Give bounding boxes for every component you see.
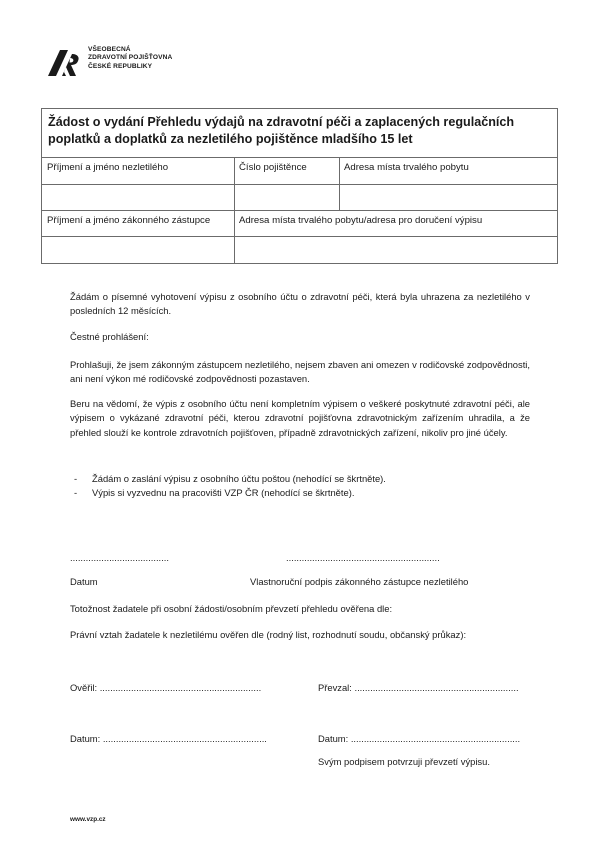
guardian-signature-line[interactable]: ........................................................... [286,552,440,563]
table-divider [234,157,235,210]
label-child-name: Příjmení a jméno nezletilého [47,162,169,173]
option-post[interactable] [74,473,386,485]
footer-website: www.vzp.cz [70,816,106,823]
field-guardian-name[interactable] [43,237,233,263]
oath-paragraph: Prohlašuji, že jsem zákonným zástupcem nezletilého, nejsem zbaven ani omezen v rodičovské zodpovědnosti, ani není výkon mé rodičovské zodpovědnosti pozastaven. [70,359,530,385]
label-guardian-address: Adresa místa trvalého pobytu/adresa pro doručení výpisu [239,215,483,226]
field-child-name[interactable] [43,185,233,209]
received-by-line[interactable]: Převzal: ............................................................... [318,682,519,693]
table-divider [42,210,557,211]
option-pickup[interactable] [74,487,354,499]
logo-line-3: ČESKÉ REPUBLIKY [88,62,153,70]
signature-label: Vlastnoruční podpis zákonného zástupce nezletilého [250,576,469,587]
logo-line-2: ZDRAVOTNÍ POJIŠŤOVNA [88,54,173,62]
date-signature-line[interactable]: ...................................... [70,552,169,563]
verified-date-line[interactable]: Datum: ............................................................... [70,733,267,744]
field-guardian-address[interactable] [236,237,556,263]
vzp-emblem-icon [44,46,82,80]
form-title: Žádost o vydání Přehledu výdajů na zdravotní péči a zaplacených regulačních poplatků a doplatků za nezletilého pojištěnce mladšího 15 let [48,115,515,146]
oath-heading: Čestné prohlášení: [70,331,149,342]
logo-line-1: VŠEOBECNÁ [88,46,131,53]
notice-paragraph: Beru na vědomí, že výpis z osobního účtu není kompletním výpisem o veškeré poskytnuté zdravotní péči, ale výpisem o vykázané zdravotní péči, kterou zdravotní pojišťovna zdravotnickým zařízením uhradila, a že přehled slouží ke kontrole zdravotních pojišťoven, případně zdravotnických zařízení, nikoliv pro jiné účely. [70,398,530,438]
relation-verification: Právní vztah žadatele k nezletilému ověřen dle (rodný list, rozhodnutí soudu, občanský průkaz): [70,629,467,640]
vzp-logo [44,46,204,80]
option-pickup-label: Výpis si vyzvednu na pracovišti VZP ČR (nehodící se škrtněte). [92,487,355,498]
label-child-address: Adresa místa trvalého pobytu [344,162,469,173]
label-guardian-name: Příjmení a jméno zákonného zástupce [47,215,211,226]
table-divider [234,210,235,264]
option-post-label: Žádám o zaslání výpisu z osobního účtu poštou (nehodící se škrtněte). [92,473,386,484]
logo-text [88,46,172,71]
date-label: Datum [70,576,98,587]
request-form-table [41,108,558,264]
field-insurance-number[interactable] [236,185,338,209]
table-divider [42,157,557,158]
option-marker: - [74,487,78,498]
verified-by-line[interactable]: Ověřil: .............................................................. [70,682,262,693]
received-date-line[interactable]: Datum: ................................................................. [318,733,521,744]
identity-verification: Totožnost žadatele při osobní žádosti/osobním převzetí přehledu ověřena dle: [70,603,393,614]
field-child-address[interactable] [341,185,556,209]
label-insurance-number: Číslo pojištěnce [239,162,307,173]
receipt-confirmation: Svým podpisem potvrzuji převzetí výpisu. [318,756,490,767]
table-divider [339,157,340,210]
request-paragraph: Žádám o písemné vyhotovení výpisu z osobního účtu o zdravotní péči, která byla uhrazena za nezletilého v posledních 12 měsících. [70,291,530,317]
option-marker: - [74,473,78,484]
